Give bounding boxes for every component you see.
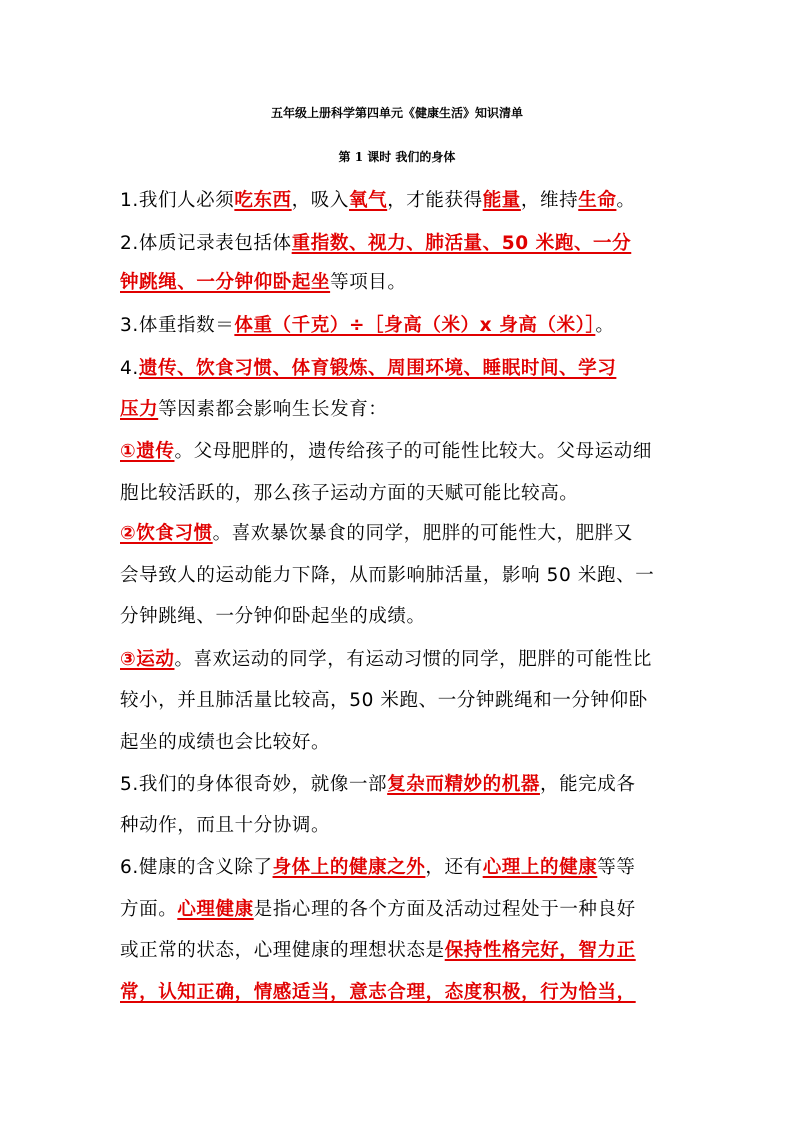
item-6-line-3 [120, 937, 720, 965]
text: 6.健康的含义除了 [120, 857, 273, 878]
point-2-line-2 [120, 562, 720, 590]
text: 。喜欢运动的同学，有运动习惯的同学，肥胖的可能性比 [174, 649, 652, 670]
item-6-line-4 [120, 979, 720, 1007]
keyword: 氧气 [348, 190, 388, 211]
text: 1.我们人必须 [120, 190, 235, 211]
item-6-line-2 [120, 896, 720, 924]
keyword: 身体上的健康之外 [272, 857, 426, 878]
keyword: 心理上的健康 [482, 857, 598, 878]
text: ，维持 [520, 190, 579, 211]
text: 较小，并且肺活量比较高，50 米跑、一分钟跳绳和一分钟仰卧 [120, 690, 648, 711]
keyword: 体重（千克）÷［身高（米）x 身高（米）］ [234, 315, 596, 336]
lesson-subtitle: 第 1 课时 我们的身体 [338, 150, 456, 164]
text: 3.体重指数＝ [120, 315, 235, 336]
text: 等项目。 [330, 272, 407, 293]
text: 2.体质记录表包括体 [120, 233, 292, 254]
point-3-line-2 [120, 687, 720, 715]
point-3-line-1 [120, 646, 720, 674]
point-2-line-3 [120, 603, 720, 631]
text: ，能完成各 [539, 774, 636, 795]
item-4-line-2 [120, 396, 720, 424]
item-2-line-2 [120, 269, 720, 297]
keyword: 遗传、饮食习惯、体育锻炼、周围环境、睡眠时间、学习 [138, 358, 617, 379]
item-1-line [120, 187, 720, 215]
text: 等因素都会影响生长发育： [158, 399, 388, 420]
text: ，还有 [425, 857, 483, 878]
keyword: ①遗传 [120, 441, 175, 462]
point-2-line-1 [120, 520, 720, 548]
point-1-line-1 [120, 438, 720, 466]
text: 方面。 [120, 899, 178, 920]
item-5-line-2 [120, 812, 720, 840]
text: 。父母肥胖的，遗传给孩子的可能性比较大。父母运动细 [174, 441, 652, 462]
keyword: 重指数、视力、肺活量、50 米跑、一分 [291, 233, 632, 254]
keyword: 能量 [482, 190, 521, 211]
keyword: 压力 [120, 399, 159, 420]
text: 是指心理的各个方面及活动过程处于一种良好 [253, 899, 636, 920]
text: 。喜欢暴饮暴食的同学，肥胖的可能性大，肥胖又 [212, 523, 633, 544]
item-3-line [120, 312, 720, 340]
text: 。 [616, 190, 636, 211]
text: 或正常的状态，心理健康的理想状态是 [120, 940, 445, 961]
item-5-line-1 [120, 771, 720, 799]
item-2-line-1 [120, 230, 720, 258]
text: 等等 [597, 857, 636, 878]
keyword: 保持性格完好，智力正 [444, 940, 636, 961]
keyword: ③运动 [120, 649, 175, 670]
text: 会导致人的运动能力下降，从而影响肺活量，影响 50 米跑、一 [120, 565, 655, 586]
text: 起坐的成绩也会比较好。 [120, 732, 331, 753]
keyword: ②饮食习惯 [120, 523, 213, 544]
item-4-line-1 [120, 355, 720, 383]
keyword: 复杂而精妙的机器 [387, 774, 540, 795]
text: 4. [120, 358, 139, 379]
item-6-line-1 [120, 854, 720, 882]
text: 。 [595, 315, 615, 336]
keyword: 心理健康 [177, 899, 254, 920]
text: ，吸入 [291, 190, 349, 211]
keyword: 吃东西 [234, 190, 292, 211]
text: 5.我们的身体很奇妙，就像一部 [120, 774, 388, 795]
text: 分钟跳绳、一分钟仰卧起坐的成绩。 [120, 606, 426, 627]
document-title: 五年级上册科学第四单元《健康生活》知识清单 [270, 106, 523, 120]
point-1-line-2 [120, 480, 720, 508]
text: 胞比较活跃的，那么孩子运动方面的天赋可能比较高。 [120, 483, 579, 504]
point-3-line-3 [120, 729, 720, 757]
text: ，才能获得 [387, 190, 483, 211]
text: 种动作，而且十分协调。 [120, 815, 331, 836]
keyword: 钟跳绳、一分钟仰卧起坐 [120, 272, 331, 293]
keyword: 常，认知正确，情感适当，意志合理，态度积极，行为恰当， [120, 982, 636, 1003]
keyword: 生命 [578, 190, 617, 211]
